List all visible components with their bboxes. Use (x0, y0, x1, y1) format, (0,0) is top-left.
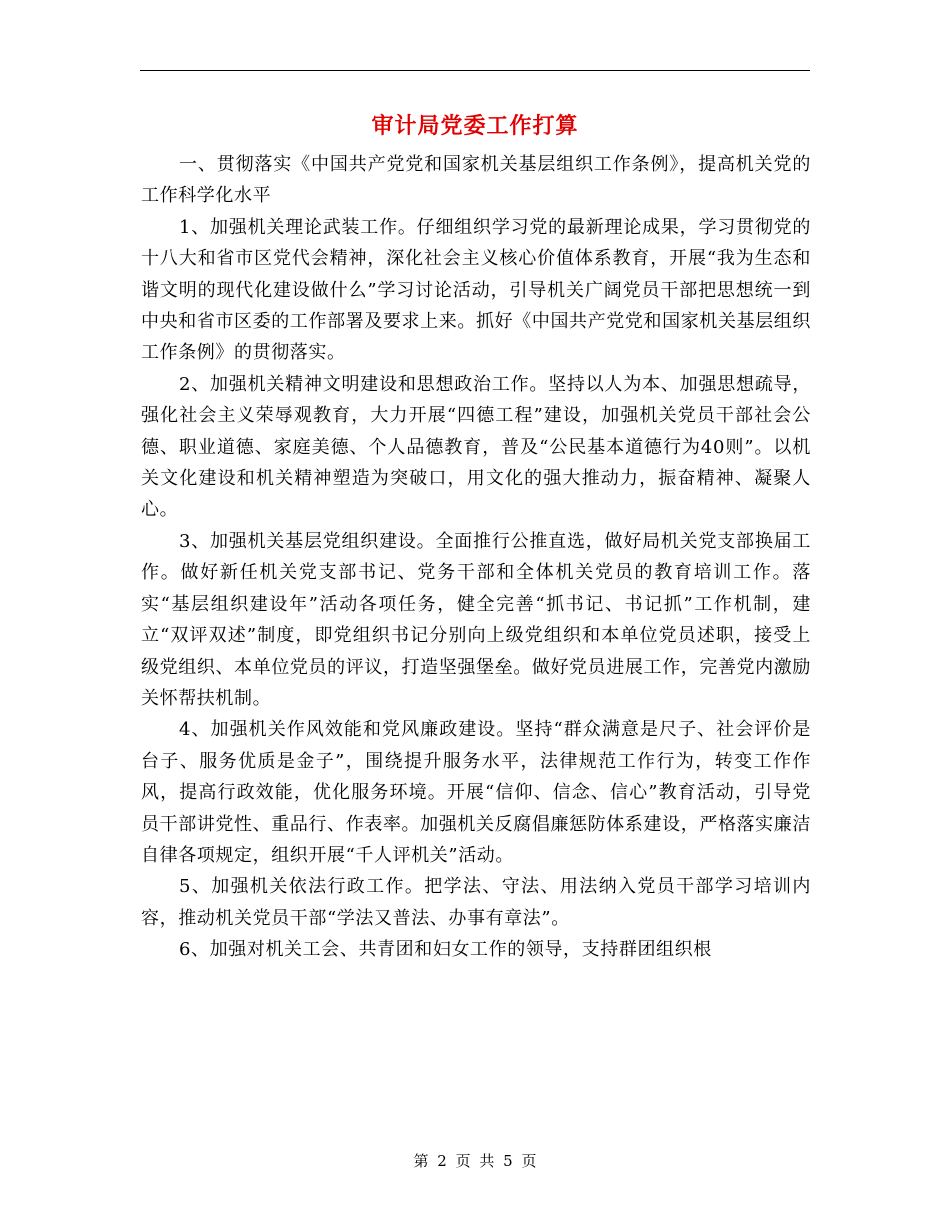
document-title: 审计局党委工作打算 (371, 113, 579, 139)
document-body (141, 149, 811, 966)
paragraph-item-1: 1、加强机关理论武装工作。仔细组织学习党的最新理论成果，学习贯彻党的十八大和省市区党代会精神，深化社会主义核心价值体系教育，开展“我为生态和谐文明的现代化建设做什么”学习讨论活动，引导机关广阔党员干部把思想统一到中央和省市区委的工作部署及要求上来。抓好《中国共产党党和国家机关基层组织工作条例》的贯彻落实。 (141, 216, 811, 364)
header-rule (140, 70, 810, 71)
paragraph-section-one: 一、贯彻落实《中国共产党党和国家机关基层组织工作条例》，提高机关党的工作科学化水平 (141, 154, 811, 207)
paragraph-item-3: 3、加强机关基层党组织建设。全面推行公推直选，做好局机关党支部换届工作。做好新任机关党支部书记、党务干部和全体机关党员的教育培训工作。落实“基层组织建设年”活动各项任务，健全完善“抓书记、书记抓”工作机制，建立“双评双述”制度，即党组织书记分别向上级党组织和本单位党员述职，接受上级党组织、本单位党员的评议，打造坚强堡垒。做好党员进展工作，完善党内激励关怀帮扶机制。 (141, 530, 811, 709)
page-number-footer: 第 2 页 共 5 页 (413, 1152, 537, 1170)
paragraph-item-2: 2、加强机关精神文明建设和思想政治工作。坚持以人为本、加强思想疏导，强化社会主义荣辱观教育，大力开展“四德工程”建设，加强机关党员干部社会公德、职业道德、家庭美德、个人品德教育，普及“公民基本道德行为40则”。以机关文化建设和机关精神塑造为突破口，用文化的强大推动力，振奋精神、凝聚人心。 (141, 373, 811, 521)
paragraph-item-6: 6、加强对机关工会、共青团和妇女工作的领导，支持群团组织根 (179, 939, 712, 961)
paragraph-item-4: 4、加强机关作风效能和党风廉政建设。坚持“群众满意是尺子、社会评价是台子、服务优质是金子”，围绕提升服务水平，法律规范工作行为，转变工作作风，提高行政效能，优化服务环境。开展“信仰、信念、信心”教育活动，引导党员干部讲党性、重品行、作表率。加强机关反腐倡廉惩防体系建设，严格落实廉洁自律各项规定，组织开展“千人评机关”活动。 (141, 719, 811, 866)
paragraph-item-5: 5、加强机关依法行政工作。把学法、守法、用法纳入党员干部学习培训内容，推动机关党员干部“学法又普法、办事有章法”。 (141, 876, 811, 929)
